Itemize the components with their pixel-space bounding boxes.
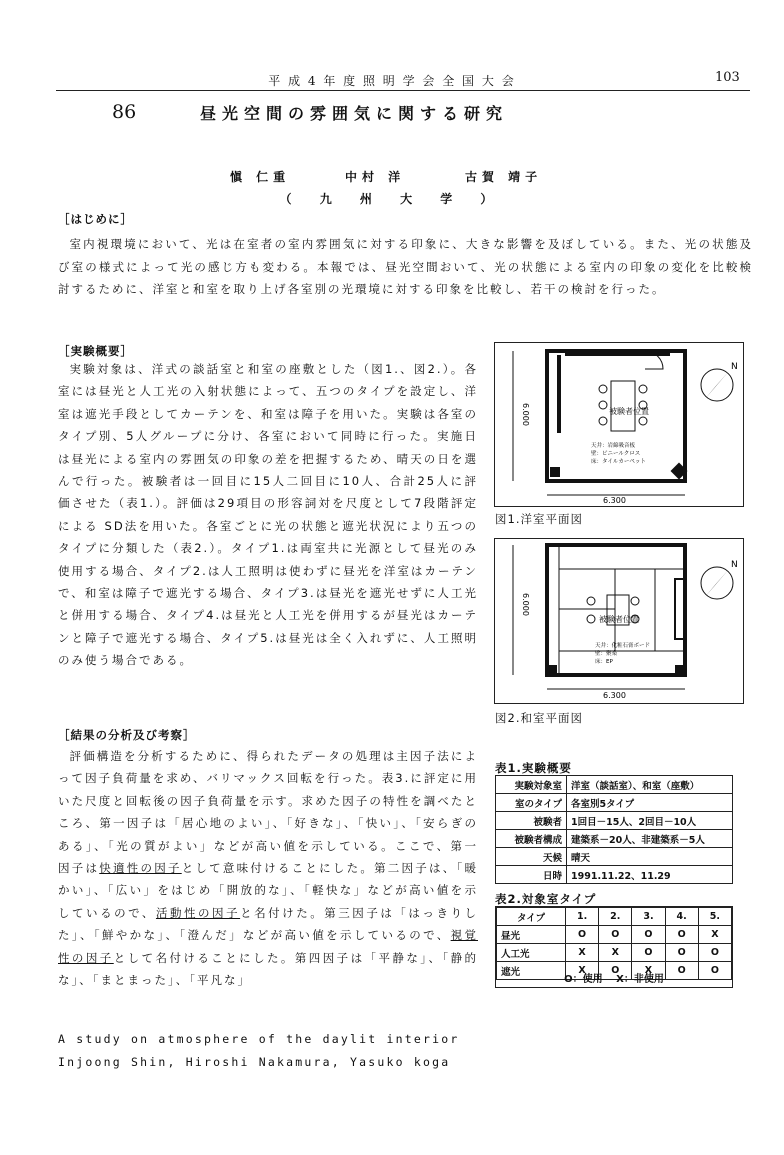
table-cell: X [566,962,599,980]
table-value: 1回目－15人、2回目－10人 [567,812,733,830]
table-header-cell: タイプ [497,908,566,926]
table-cell: O [665,944,698,962]
table-header-row [497,908,732,926]
header-rule [56,90,750,91]
method-paragraph: 実験対象は、洋式の談話室と和室の座敷とした（図1.、図2.）。各室には昼光と人工光の入射状態によって、五つのタイプを設定し、洋室は遮光手段としてカーテンを、和室は障子を用いた。実験は各室のタイプ別、5人グループに分け、各室において同時に行った。実施日は昼光による室内の雰囲気の印象の差を把握するため、晴天の日を選んで行った。被験者は一回目に15人二回目に10人、合計25人に評価させた（表1.）。評価は29項目の形容詞対を尺度として7段階評定による SD法を用いた。各室ごとに光の状態と遮光状況により五つのタイプに分類した（表2.）。タイプ1.は両室共に光源として昼光のみ使用する場合、タイプ2.は人工照明は使わずに昼光を洋室はカーテンで、和室は障子で遮光する場合、タイプ3.は昼光を遮光せずに人工光と併用する場合、タイプ4.は昼光と人工光を併用するが昼光はカーテンと障子で遮光する場合、タイプ5.は昼光は全く入れずに、人工照明のみ使う場合である。 [58,362,478,668]
table-cell: X [599,944,632,962]
results-text-2: として意味付けることにした。第二因子は、「暖かい」、「広い」をはじめ「開放的な」、「軽快な」などが高い値を示しているので、 [58,861,479,920]
figure-2-japanese-room-plan [494,538,744,704]
table-label: 室のタイプ [496,794,567,812]
table-cell: 昼光 [497,926,566,944]
north-arrow [705,371,729,399]
intro-paragraph: 室内視環境において、光は在室者の室内雰囲気に対する印象に、大きな影響を及ぼしている。また、光の状態及び室の様式によって光の感じ方も変わる。本報では、昼光空間おいて、光の状態による室内の印象の変化を比較検討するために、洋室と和室を取り上げ各室別の光環境に対する印象を比較し、若干の検討を行った。 [58,237,753,296]
seat [587,615,595,623]
pillar [547,665,557,675]
japanese-room-drawing [495,539,743,703]
seat [639,385,647,393]
north-arrow [705,569,729,597]
table-1-experiment-summary [495,775,733,884]
table-2-frame [495,906,733,988]
factor-3-term: 視覚性の因子 [58,928,478,965]
pillar [550,467,560,477]
seat [639,417,647,425]
table-cell: O [665,962,698,980]
conference-name: 平 成 4 年 度 照 明 学 会 全 国 大 会 [268,74,516,88]
table-cell: O [599,962,632,980]
table-value: 晴天 [567,848,733,866]
table-label: 実験対象室 [496,776,567,794]
western-room-drawing [495,343,743,506]
seat [599,417,607,425]
author-2: 中村 洋 [345,170,406,184]
seat [599,401,607,409]
figure-2-caption: 図2.和室平面図 [495,711,583,725]
table-header-cell: 4. [665,908,698,926]
results-text-3: と名付けた。第三因子は「はっきりした」、「鮮やかな」、「澄んだ」などが高い値を示しているので、 [58,905,479,943]
results-paragraph [58,745,478,991]
page-number: 103 [715,70,740,85]
table-value: 洋室（談話室）、和室（座敷） [567,776,733,794]
table-header-cell: 2. [599,908,632,926]
results-text-1: 評価構造を分析するために、得られたデータの処理は主因子法によって因子負荷量を求め、バリマックス回転を行った。表3.に評定に用いた尺度と回転後の因子負荷量を示す。求めた因子の特性を調べたところ、第一因子は「居心地のよい」、「好きな」、「快い」、「安らぎのある」、「光の質がよい」などが高い値を示している。ここで、第一因子は [58,749,478,876]
table-cell: O [698,944,731,962]
table-cell: O [566,926,599,944]
table-cell: O [665,926,698,944]
table-row [496,794,733,812]
subject-position-label: 被験者位置 [599,615,639,624]
table-value: 各室別5タイプ [567,794,733,812]
legend-line: 床：EP [595,659,613,665]
table-header-cell: 1. [566,908,599,926]
table-cell: O [632,926,665,944]
legend-line: 天井：岩綿吸音板 [591,443,636,449]
legend-line: 床：タイルカーペット [591,459,646,465]
table-cell: X [698,926,731,944]
table-label: 天候 [496,848,567,866]
table-cell: 人工光 [497,944,566,962]
width-dimension: 6.300 [603,691,626,700]
seat [599,385,607,393]
depth-dimension: 6.000 [521,593,530,616]
table-cell: O [698,962,731,980]
figure-1-western-room-plan [494,342,744,507]
table-cell: O [599,926,632,944]
table-cell: O [632,944,665,962]
table-row [496,776,733,794]
legend-line: 壁：ビニールクロス [591,451,641,457]
affiliation: （ 九 州 大 学 ） [279,192,505,206]
legend-line: 天井：化粧石膏ボード [595,643,651,649]
author-1: 愼 仁重 [230,170,291,184]
curtain-left [557,355,561,433]
author-3: 古賀 靖子 [465,170,543,184]
english-authors: Injoong Shin, Hiroshi Nakamura, Yasuko koga [58,1055,451,1069]
intro-heading: ［はじめに］ [58,212,133,226]
legend-line: 壁：聚楽 [595,651,618,657]
results-text-4: として名付けることにした。第四因子は「平静な」、「静的な」、「まとまった」、「平凡な」 [58,950,478,988]
table-row [496,830,733,848]
figure-1-caption: 図1.洋室平面図 [495,512,583,526]
table-value: 建築系－20人、非建築系－5人 [567,830,733,848]
north-label: N [731,362,738,372]
table-2-legend: O：使用 X：非使用 [564,974,664,985]
table [611,381,635,431]
factor-1-term: 快適性の因子 [99,861,182,876]
seat [631,597,639,605]
pillar [675,665,685,675]
table-header-cell: 3. [632,908,665,926]
north-label: N [731,560,738,570]
depth-dimension: 6.000 [521,403,530,426]
table-label: 被験者構成 [496,830,567,848]
method-heading: ［実験概要］ [58,344,133,358]
table-row [496,812,733,830]
factor-2-term: 活動性の因子 [155,905,241,920]
table-cell: 遮光 [497,962,566,980]
table-cell: X [566,944,599,962]
seat [587,597,595,605]
table-row [496,866,733,884]
results-heading: ［結果の分析及び考察］ [58,728,196,742]
paper-title: 昼光空間の雰囲気に関する研究 [200,104,509,123]
table-label: 被験者 [496,812,567,830]
table-cell: X [632,962,665,980]
table-value: 1991.11.22、11.29 [567,866,733,884]
table-1-caption: 表1.実験概要 [495,761,572,775]
table-header-cell: 5. [698,908,731,926]
table-row [497,944,732,962]
paper-number: 86 [112,101,137,123]
table-2-caption: 表2.対象室タイプ [495,892,597,906]
table-row [496,848,733,866]
subject-position-label: 被験者位置 [609,407,649,416]
table-row [497,926,732,944]
width-dimension: 6.300 [603,496,626,505]
english-title: A study on atmosphere of the daylit interior [58,1032,460,1046]
table-label: 日時 [496,866,567,884]
